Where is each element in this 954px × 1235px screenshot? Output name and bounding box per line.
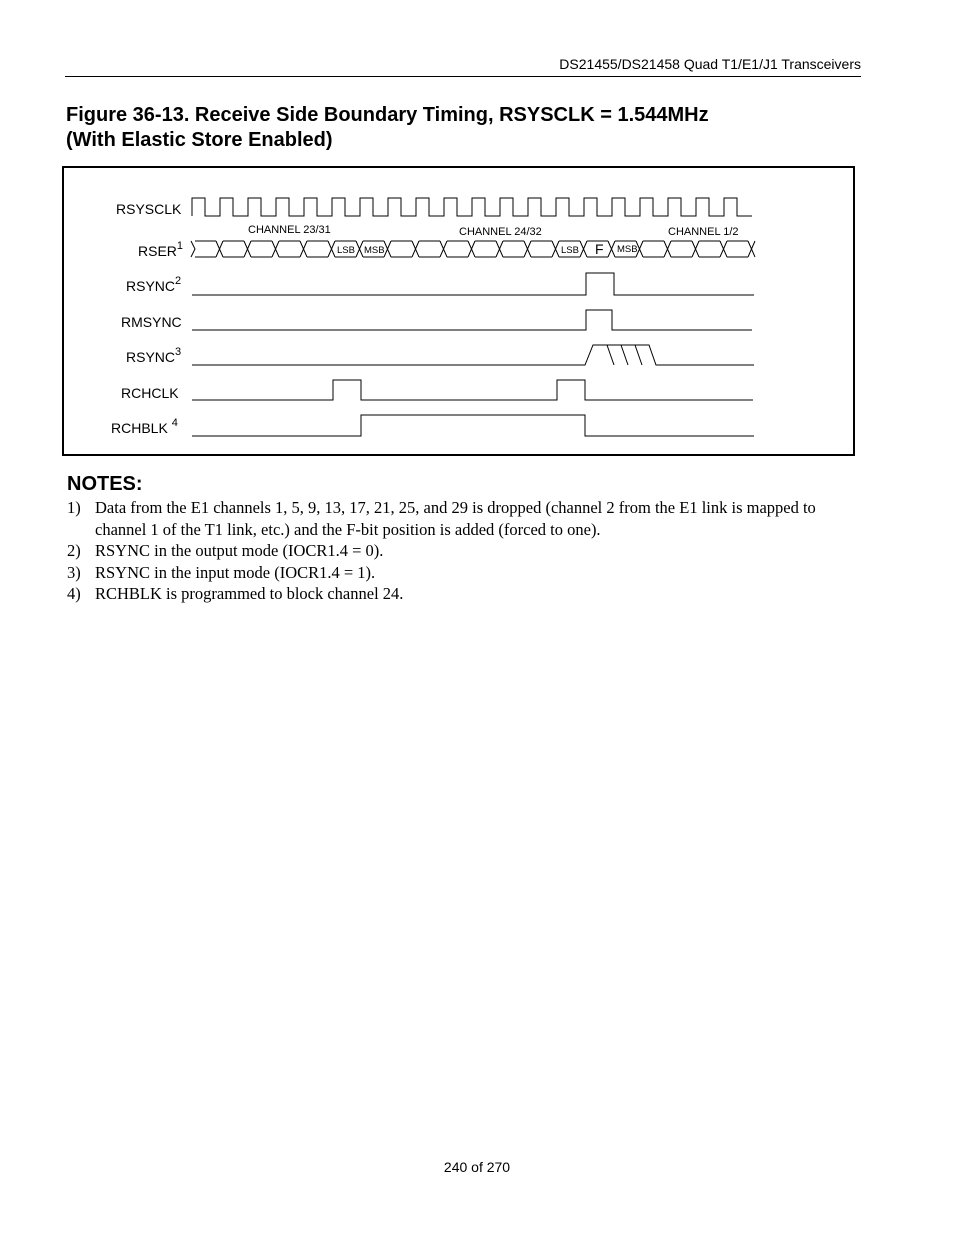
figure-title-line-1: Figure 36-13. Receive Side Boundary Timing, RSYSCLK = 1.544MHz (66, 104, 709, 126)
bit-label-msb: MSB (364, 245, 385, 256)
page-header (65, 54, 861, 77)
note-text: Data from the E1 channels 1, 5, 9, 13, 17, 21, 25, and 29 is dropped (channel 2 from the E1 link is mapped to channel 1 of the T1 link, etc.) and the F-bit position is added (forced to one). (95, 498, 816, 539)
document-title: DS21455/DS21458 Quad T1/E1/J1 Transceivers (559, 56, 861, 72)
rchclk-waveform (192, 380, 753, 400)
notes-heading: NOTES: (67, 473, 143, 495)
rmsync-waveform (192, 310, 752, 330)
note-text: RCHBLK is programmed to block channel 24. (95, 584, 404, 603)
signal-label-rser: RSER$^1$ (138, 240, 184, 259)
note-item (67, 540, 857, 562)
rsync-output-waveform (192, 273, 754, 295)
bit-label-msb: MSB (617, 244, 638, 255)
note-number: 1) (67, 498, 81, 517)
bit-label-lsb: LSB (561, 245, 579, 256)
rsysclk-waveform (192, 198, 752, 216)
note-item (67, 562, 857, 584)
channel-label-24-32: CHANNEL 24/32 (459, 226, 542, 238)
bit-label-lsb: LSB (337, 245, 355, 256)
note-text: RSYNC in the output mode (IOCR1.4 = 0). (95, 541, 384, 560)
bit-label-f: F (595, 241, 604, 257)
notes-list (67, 497, 857, 605)
page-number: 240 of 270 (443, 1159, 511, 1175)
rser-bus-waveform (191, 241, 755, 257)
note-number: 4) (67, 584, 81, 603)
figure-title-line-2: (With Elastic Store Enabled) (66, 129, 333, 151)
figure-title (66, 103, 709, 153)
channel-label-1-2: CHANNEL 1/2 (668, 226, 739, 238)
note-number: 3) (67, 562, 81, 582)
timing-diagram (62, 166, 855, 456)
signal-label-rchblk: RCHBLK $^4$ (111, 417, 178, 436)
note-number: 2) (67, 541, 81, 560)
channel-label-23-31: CHANNEL 23/31 (248, 224, 331, 236)
signal-label-rchclk: RCHCLK (121, 385, 179, 401)
signal-label-rsysclk: RSYSCLK (116, 201, 182, 217)
rchblk-waveform (192, 415, 754, 436)
timing-diagram-svg (64, 168, 857, 458)
signal-label-rsync-input: RSYNC$^3$ (126, 346, 182, 365)
note-text: RSYNC in the input mode (IOCR1.4 = 1). (95, 562, 376, 582)
note-item (67, 583, 857, 605)
signal-label-rmsync: RMSYNC (121, 314, 182, 330)
rsync-input-waveform (192, 345, 754, 365)
note-item (67, 497, 857, 540)
signal-label-rsync-output: RSYNC$^2$ (126, 275, 182, 294)
